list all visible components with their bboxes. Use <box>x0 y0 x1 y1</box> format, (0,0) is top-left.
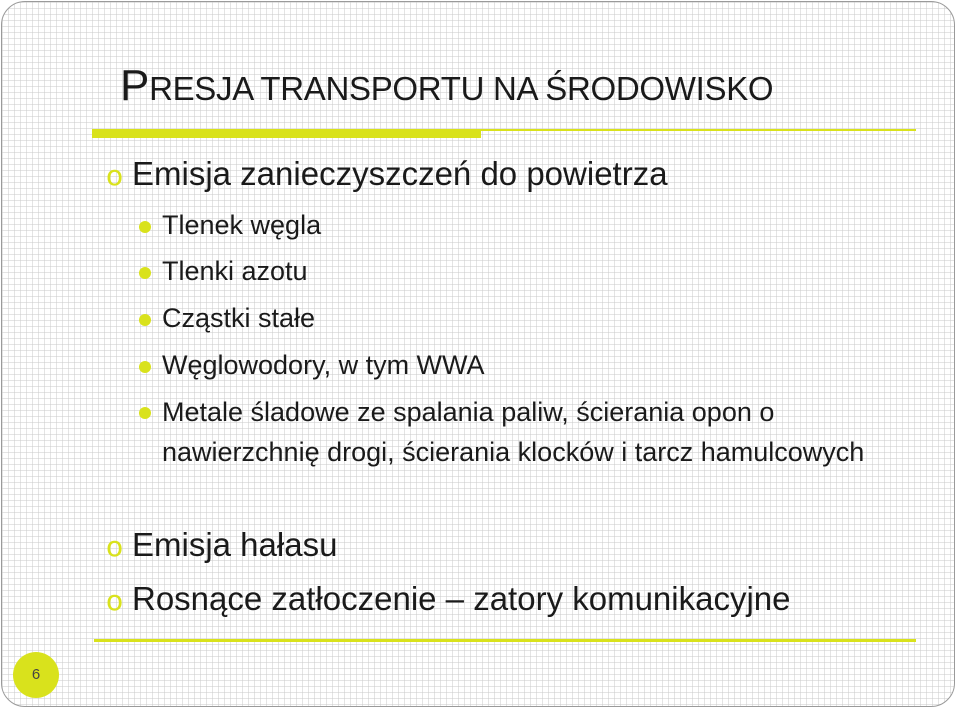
bullet-level1 <box>106 579 791 621</box>
bullet-text: Węglowodory, w tym WWA <box>162 350 485 380</box>
bullet-text: Tlenki azotu <box>162 256 308 286</box>
bullet-dot-icon <box>139 221 151 233</box>
slide <box>1 1 955 707</box>
slide-title-initial: P <box>120 61 150 110</box>
bullet-o-icon: o <box>106 530 124 563</box>
bullet-dot-icon <box>139 407 151 419</box>
bullet-level1 <box>106 525 337 567</box>
bullet-dot-icon <box>139 361 151 373</box>
slide-number-badge: 6 <box>13 652 59 698</box>
bullet-text: Tlenek węgla <box>162 210 322 240</box>
slide-content <box>2 2 955 707</box>
bullet-text: Metale śladowe ze spalania paliw, ścierania opon o nawierzchnię drogi, ścierania klocków i tarcz hamulcowych <box>162 397 865 467</box>
bullet-dot-icon <box>139 314 151 326</box>
bullet-text: Rosnące zatłoczenie – zatory komunikacyjne <box>132 580 791 617</box>
bullet-o-icon: o <box>106 159 124 192</box>
bullet-text: Emisja hałasu <box>132 526 338 563</box>
bullet-level1 <box>106 154 668 196</box>
slide-title-rest: RESJA TRANSPORTU NA ŚRODOWISKO <box>149 70 774 107</box>
bullet-dot-icon <box>139 267 151 279</box>
bullet-text: Cząstki stałe <box>162 303 316 333</box>
bullet-o-icon: o <box>106 584 124 617</box>
bullet-text: Emisja zanieczyszczeń do powietrza <box>132 155 668 192</box>
footer-rule <box>94 639 916 642</box>
